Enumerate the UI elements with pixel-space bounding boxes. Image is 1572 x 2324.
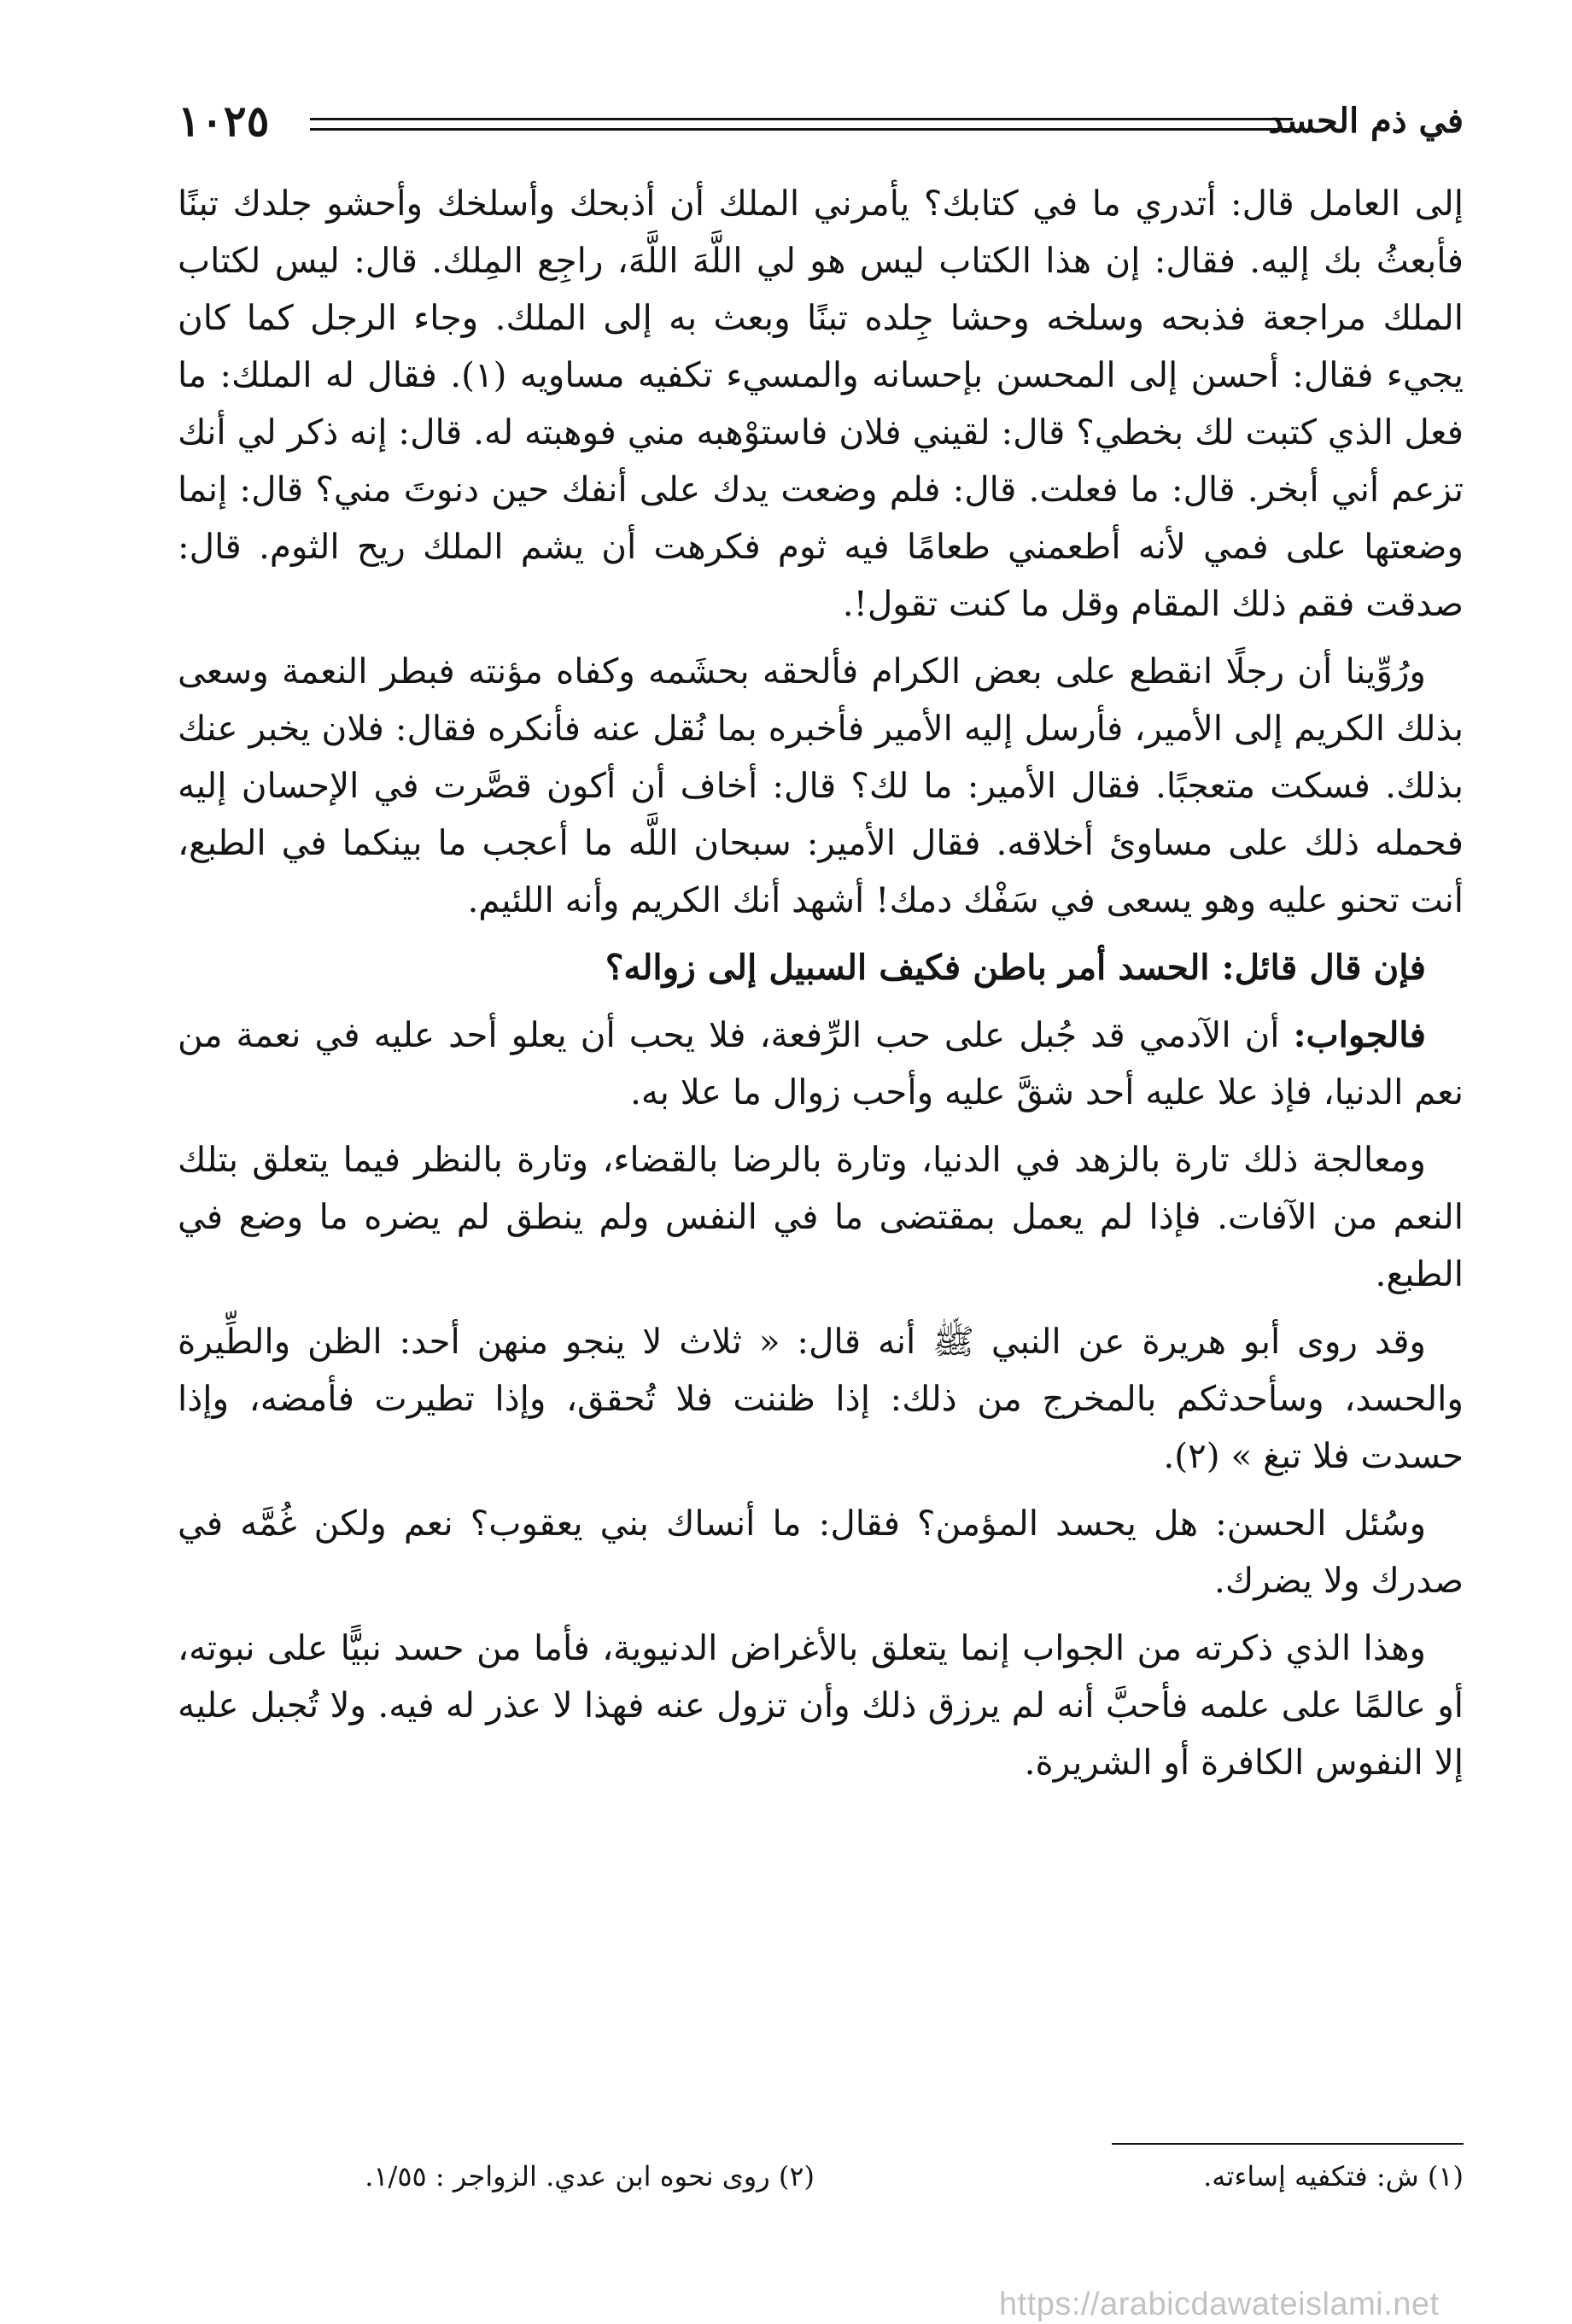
footnote-1: (١) ش: فتكفيه إساءته. <box>1203 2160 1464 2193</box>
answer-text: أن الآدمي قد جُبل على حب الرِّفعة، فلا يحب أن يعلو أحد عليه في نعمة من نعم الدنيا، فإذ علا عليه أحد شقَّ عليه وأحب زوال ما علا به. <box>178 1014 1464 1112</box>
footnote-separator <box>1112 2143 1464 2145</box>
paragraph-remedy: ومعالجة ذلك تارة بالزهد في الدنيا، وتارة بالرضا بالقضاء، وتارة بالنظر فيما يتعلق بتلك النعم من الآفات. فإذا لم يعمل بمقتضى ما في النفس ولم ينطق لم يضره ما وضع في الطبع. <box>178 1139 1464 1294</box>
answer-lead: فالجواب: <box>1293 1014 1426 1055</box>
footnotes <box>178 2160 1464 2211</box>
main-text <box>178 175 1464 1801</box>
paragraph-story-continuation: إلى العامل قال: أتدري ما في كتابك؟ يأمرني الملك أن أذبحك وأسلخك وأحشو جلدك تبنًا فأبعثُ بك إليه. فقال: إن هذا الكتاب ليس هو لي اللَّهَ اللَّهَ، راجِع المِلك. قال: ليس لكتاب الملك مراجعة فذبحه وسلخه وحشا جِلده تبنًا وبعث به إلى الملك. وجاء الرجل كما كان يجيء فقال: أحسن إلى المحسن بإحسانه والمسيء تكفيه مساويه (١). فقال له الملك: ما فعل الذي كتبت لك بخطي؟ قال: لقيني فلان فاستوْهبه مني فوهبته له. قال: إنه ذكر لي أنك تزعم أني أبخر. قال: ما فعلت. قال: فلم وضعت يدك على أنفك حين دنوتَ مني؟ قال: إنما وضعتها على فمي لأنه أطعمني طعامًا فيه ثوم فكرهت أن يشم الملك ريح الثوم. قال: صدقت فقم ذلك المقام وقل ما كنت تقول!. <box>178 183 1464 624</box>
watermark-url: https://arabicdawateislami.net <box>999 2286 1440 2322</box>
paragraph-generous-man-story: ورُوِّينا أن رجلًا انقطع على بعض الكرام فألحقه بحشَمه وكفاه مؤنته فبطر النعمة وسعى بذلك الكريم إلى الأمير، فأرسل إليه الأمير فأخبره بما نُقل عنه فأنكره فقال: فلان يخبر عنك بذلك. فسكت متعجبًا. فقال الأمير: ما لك؟ قال: أخاف أن أكون قصَّرت في الإحسان إليه فحمله ذلك على مساوئ أخلاقه. فقال الأمير: سبحان اللَّه ما أعجب ما بينكما في الطبع، أنت تحنو عليه وهو يسعى في سَفْك دمك! أشهد أنك الكريم وأنه اللئيم. <box>178 651 1464 920</box>
paragraph-answer <box>178 1007 1464 1121</box>
paragraph-hadith: وقد روى أبو هريرة عن النبي ﷺ أنه قال: « ثلاث لا ينجو منهن أحد: الظن والطِّيرة والحسد، وسأحدثكم بالمخرج من ذلك: إذا ظننت فلا تُحقق، وإذا تطيرت فأمضه، وإذا حسدت فلا تبغ » (٢). <box>178 1321 1464 1476</box>
paragraph-hasan: وسُئل الحسن: هل يحسد المؤمن؟ فقال: ما أنساك بني يعقوب؟ نعم ولكن غُمَّه في صدرك ولا يضرك. <box>178 1503 1464 1601</box>
footnote-2: (٢) روى نحوه ابن عدي. الزواجر : ١/٥٥. <box>365 2160 815 2193</box>
paragraph-conclusion: وهذا الذي ذكرته من الجواب إنما يتعلق بالأغراض الدنيوية، فأما من حسد نبيًّا على نبوته، أو عالمًا على علمه فأحبَّ أنه لم يرزق ذلك وأن تزول عنه فهذا لا عذر له فيه. ولا تُجبل عليه إلا النفوس الكافرة أو الشريرة. <box>178 1627 1464 1783</box>
page-header <box>178 96 1464 155</box>
page-number: ١٠٢٥ <box>178 96 270 146</box>
header-double-rule <box>310 118 1293 131</box>
question-heading: فإن قال قائل: الحسد أمر باطن فكيف السبيل إلى زواله؟ <box>605 947 1426 988</box>
running-title: في ذم الحسد <box>1268 101 1464 141</box>
